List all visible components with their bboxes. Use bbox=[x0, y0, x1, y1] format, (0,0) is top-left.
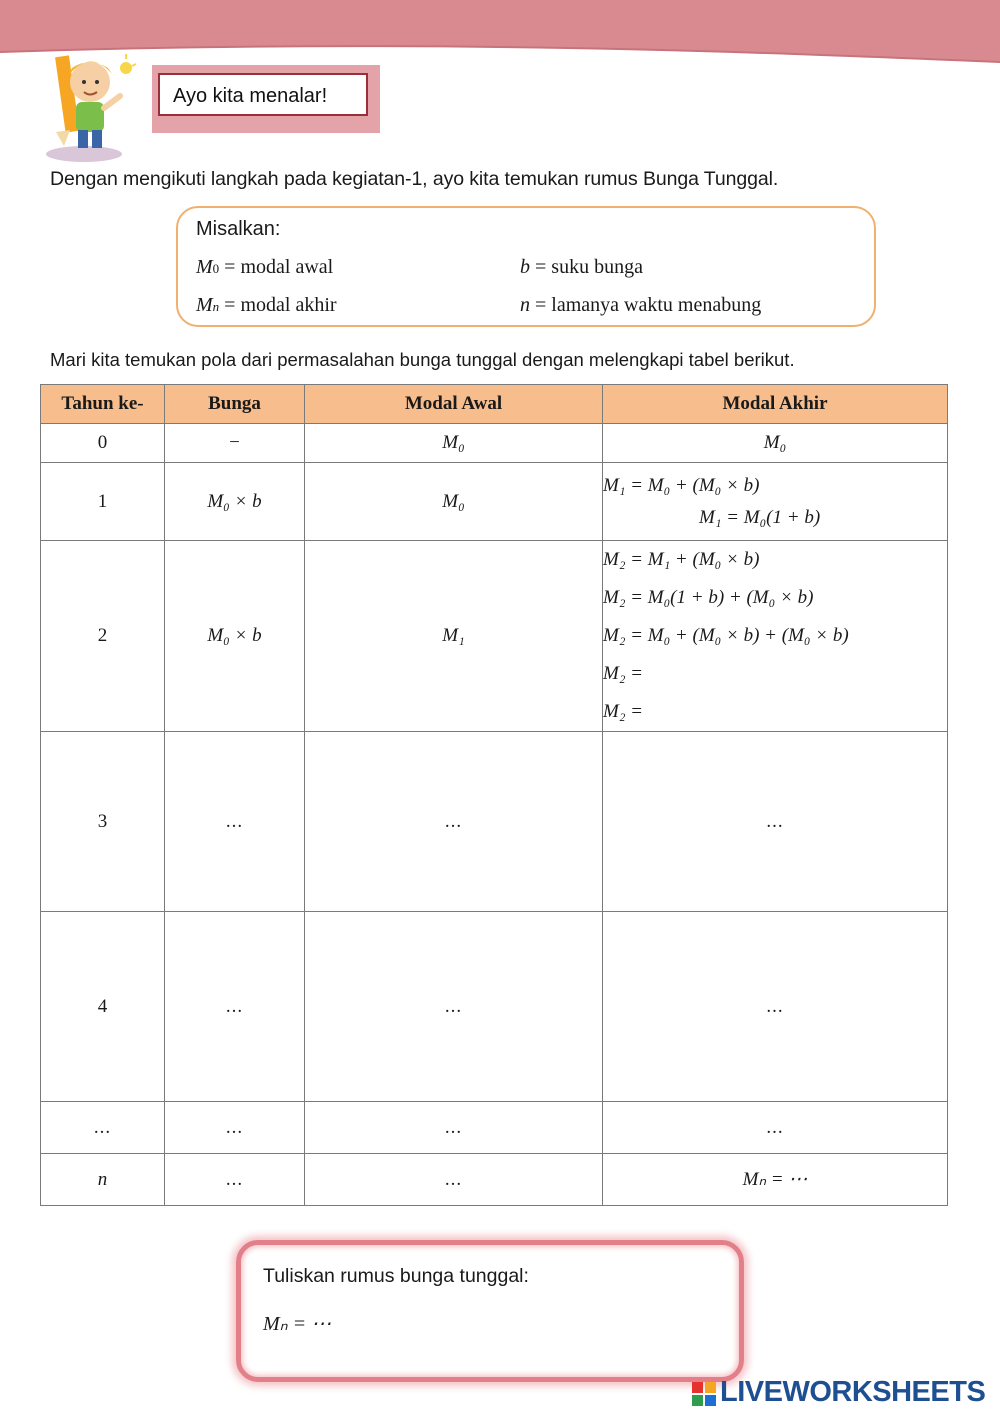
page-title: Ayo kita menalar! bbox=[173, 85, 328, 107]
formula-line: M₂ = bbox=[603, 663, 644, 684]
title-box bbox=[158, 73, 368, 116]
formula-line: M₁ = M₀(1 + b) bbox=[699, 506, 821, 528]
brand-grid-icon bbox=[692, 1382, 716, 1406]
cell-year: n bbox=[41, 1154, 165, 1206]
cell-modal-akhir: M₀ bbox=[603, 424, 948, 463]
definition-n: n = lamanya waktu menabung bbox=[520, 294, 762, 316]
cell-modal-awal: ... bbox=[305, 912, 603, 1102]
cell-modal-awal: M₁ bbox=[305, 541, 603, 732]
cell-modal-akhir: Mₙ = ⋯ bbox=[603, 1154, 948, 1206]
formula-line: M₂ = bbox=[603, 701, 644, 722]
cell-year: 4 bbox=[41, 912, 165, 1102]
formula-line: M₂ = M₁ + (M₀ × b) bbox=[603, 549, 760, 570]
answer-formula: Mₙ = ⋯ bbox=[263, 1313, 332, 1335]
instruction-text: Mari kita temukan pola dari permasalahan bunga tunggal dengan melengkapi tabel berikut. bbox=[50, 349, 795, 370]
definitions-heading: Misalkan: bbox=[196, 218, 281, 240]
formula-line: M₂ = M₀(1 + b) + (M₀ × b) bbox=[603, 587, 814, 608]
table-row bbox=[41, 424, 948, 463]
answer-area bbox=[228, 1232, 752, 1390]
cell-modal-awal: ... bbox=[305, 1154, 603, 1206]
cell-modal-akhir: ... bbox=[603, 732, 948, 912]
mascot-illustration bbox=[42, 42, 142, 164]
table-row bbox=[41, 912, 948, 1102]
title-banner bbox=[152, 65, 380, 133]
cell-modal-akhir: ... bbox=[603, 912, 948, 1102]
header-modal-akhir: Modal Akhir bbox=[603, 385, 948, 424]
table-row bbox=[41, 1154, 948, 1206]
answer-label: Tuliskan rumus bunga tunggal: bbox=[263, 1265, 529, 1287]
cell-year: 0 bbox=[41, 424, 165, 463]
cell-bunga: ... bbox=[165, 1154, 305, 1206]
cell-modal-awal: M₀ bbox=[305, 424, 603, 463]
definition-mn: Mn = modal akhir bbox=[196, 294, 337, 316]
cell-bunga: − bbox=[165, 424, 305, 463]
answer-box[interactable] bbox=[236, 1240, 744, 1382]
cell-year: 1 bbox=[41, 463, 165, 541]
table-row bbox=[41, 541, 948, 732]
cell-bunga: M₀ × b bbox=[165, 463, 305, 541]
cell-bunga: ... bbox=[165, 912, 305, 1102]
table-row bbox=[41, 732, 948, 912]
definition-b: b = suku bunga bbox=[520, 256, 643, 278]
brand-name: LIVEWORKSHEETS bbox=[720, 1376, 986, 1408]
cell-modal-awal: M₀ bbox=[305, 463, 603, 541]
header-tahun: Tahun ke- bbox=[41, 385, 165, 424]
table-header-row bbox=[41, 385, 948, 424]
cell-bunga: ... bbox=[165, 1102, 305, 1154]
cell-modal-akhir bbox=[603, 463, 948, 541]
formula-line: M₁ = M₀ + (M₀ × b) bbox=[603, 474, 760, 496]
cell-modal-akhir bbox=[603, 541, 948, 732]
definitions-box bbox=[176, 206, 876, 327]
intro-text: Dengan mengikuti langkah pada kegiatan-1, ayo kita temukan rumus Bunga Tunggal. bbox=[50, 168, 779, 190]
cell-year: 2 bbox=[41, 541, 165, 732]
cell-bunga: M₀ × b bbox=[165, 541, 305, 732]
cell-modal-awal: ... bbox=[305, 1102, 603, 1154]
cell-modal-awal: ... bbox=[305, 732, 603, 912]
header-bunga: Bunga bbox=[165, 385, 305, 424]
cell-year: ... bbox=[41, 1102, 165, 1154]
header-modal-awal: Modal Awal bbox=[305, 385, 603, 424]
table-row bbox=[41, 1102, 948, 1154]
top-banner bbox=[0, 0, 1000, 70]
cell-bunga: ... bbox=[165, 732, 305, 912]
formula-line: M₂ = M₀ + (M₀ × b) + (M₀ × b) bbox=[603, 625, 849, 646]
cell-modal-akhir: ... bbox=[603, 1102, 948, 1154]
cell-year: 3 bbox=[41, 732, 165, 912]
interest-table bbox=[40, 384, 948, 1206]
definition-m0: M0 = modal awal bbox=[196, 256, 334, 278]
table-row bbox=[41, 463, 948, 541]
